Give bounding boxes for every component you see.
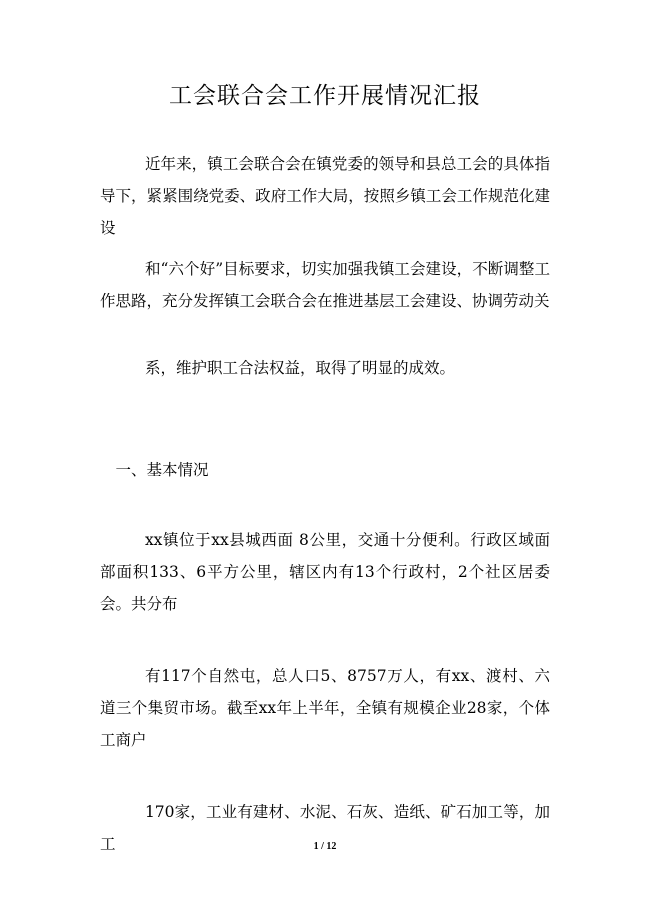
- paragraph: xx镇位于xx县城西面 8公里，交通十分便利。行政区域面部面积133、6平方公里，辖区内有13个行政村，2个社区居委会。共分布: [100, 531, 550, 613]
- paragraph: 和“六个好”目标要求，切实加强我镇工会建设，不断调整工作思路，充分发挥镇工会联合会在推进基层工会建设、协调劳动关: [100, 260, 550, 310]
- page-number: [0, 841, 650, 852]
- paragraph: 有117个自然屯，总人口5、8757万人，有xx、渡村、六道三个集贸市场。截至xx年上半年，全镇有规模企业28家，个体工商户: [100, 667, 550, 749]
- page-separator: /: [321, 841, 324, 852]
- paragraph: 近年来，镇工会联合会在镇党委的领导和县总工会的具体指导下，紧紧围绕党委、政府工作大局，按照乡镇工会工作规范化建设: [100, 155, 550, 237]
- total-pages-number: 12: [326, 841, 337, 852]
- document-title: 工会联合会工作开展情况汇报: [169, 83, 481, 109]
- paragraph: 系，维护职工合法权益，取得了明显的成效。: [144, 359, 455, 377]
- section-heading: 一、基本情况: [115, 461, 209, 479]
- current-page-number: 1: [313, 841, 319, 852]
- paragraph: 170家，工业有建材、水泥、石灰、造纸、矿石加工等，加工: [100, 803, 550, 853]
